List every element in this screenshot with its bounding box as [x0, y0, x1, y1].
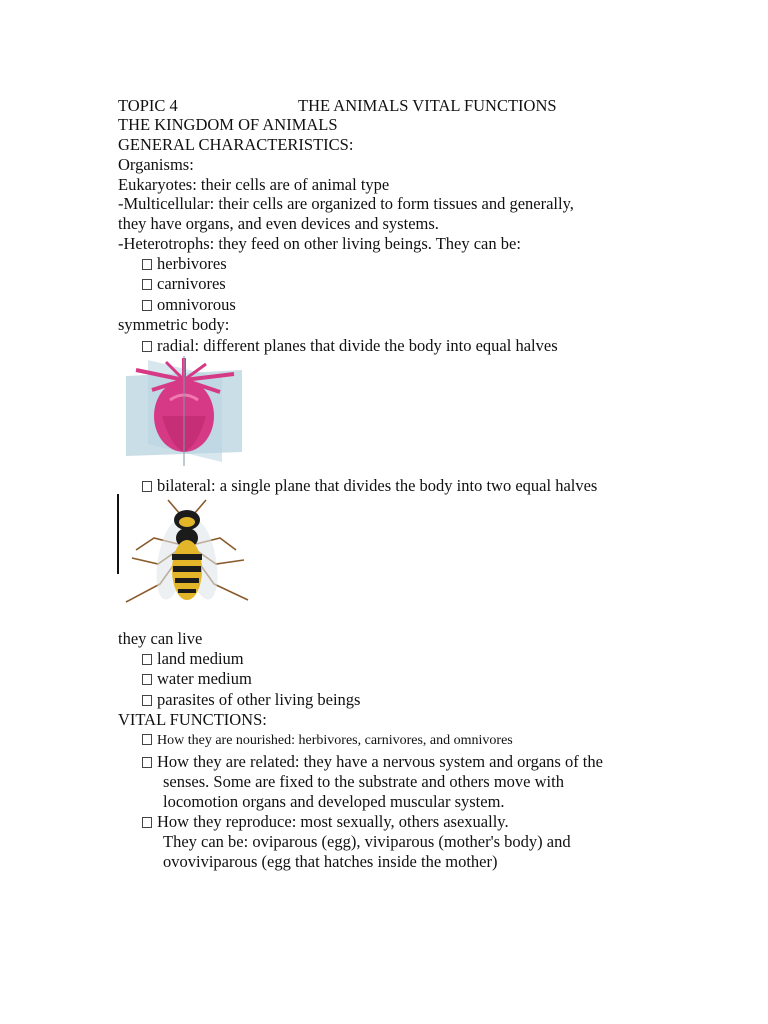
bullet-box-icon [142, 695, 152, 706]
text-reproduce-3: ovoviviparous (egg that hatches inside the mother) [163, 852, 498, 871]
list-item-parasites [142, 690, 360, 710]
text-reproduce-2: They can be: oviparous (egg), viviparous (mother's body) and [163, 832, 571, 851]
wasp-figure [120, 498, 254, 606]
text-symmetric: symmetric body: [118, 315, 230, 334]
list-item-radial [142, 336, 558, 356]
text-related-3: locomotion organs and developed muscular system. [163, 792, 505, 811]
list-item-bilateral [142, 476, 597, 496]
bullet-box-icon [142, 300, 152, 311]
list-item-label: water medium [157, 669, 252, 688]
radial-symmetry-figure [122, 356, 246, 466]
bullet-box-icon [142, 654, 152, 665]
topic-label: TOPIC 4 [118, 96, 178, 115]
list-item-water [142, 669, 252, 689]
list-item-label: omnivorous [157, 295, 236, 314]
list-item-nourished [142, 731, 513, 751]
heading-general: GENERAL CHARACTERISTICS: [118, 135, 354, 154]
bullet-box-icon [142, 674, 152, 685]
list-item-label: parasites of other living beings [157, 690, 361, 709]
list-item-label: How they are related: they have a nervous system and organs of the [157, 752, 603, 771]
bullet-box-icon [142, 259, 152, 270]
bullet-box-icon [142, 341, 152, 352]
bullet-box-icon [142, 757, 152, 768]
list-item-related [142, 752, 603, 772]
text-related-2: senses. Some are fixed to the substrate and others move with [163, 772, 564, 791]
list-item-label: How they are nourished: herbivores, carnivores, and omnivores [157, 733, 513, 748]
text-eukaryotes: Eukaryotes: their cells are of animal type [118, 175, 390, 194]
list-item-land [142, 649, 244, 669]
bullet-box-icon [142, 734, 152, 745]
vertical-rule [117, 494, 119, 574]
heading-vital: VITAL FUNCTIONS: [118, 710, 267, 729]
document-title: THE ANIMALS VITAL FUNCTIONS [298, 96, 557, 115]
list-item-omnivorous [142, 295, 236, 315]
text-organisms: Organisms: [118, 155, 194, 174]
list-item-label: land medium [157, 649, 244, 668]
text-heterotrophs: -Heterotrophs: they feed on other living beings. They can be: [118, 234, 521, 253]
list-item-reproduce [142, 812, 509, 832]
bullet-box-icon [142, 481, 152, 492]
list-item-label: How they reproduce: most sexually, others asexually. [157, 812, 509, 831]
text-multicellular-1: -Multicellular: their cells are organized to form tissues and generally, [118, 194, 574, 213]
list-item-herbivores [142, 254, 227, 274]
heading-kingdom: THE KINGDOM OF ANIMALS [118, 115, 338, 134]
list-item-label: radial: different planes that divide the body into equal halves [157, 336, 558, 355]
list-item-carnivores [142, 274, 226, 294]
bullet-box-icon [142, 279, 152, 290]
list-item-label: carnivores [157, 274, 226, 293]
bullet-box-icon [142, 817, 152, 828]
text-can-live: they can live [118, 629, 203, 648]
list-item-label: herbivores [157, 254, 227, 273]
list-item-label: bilateral: a single plane that divides the body into two equal halves [157, 476, 598, 495]
text-multicellular-2: they have organs, and even devices and systems. [118, 214, 439, 233]
